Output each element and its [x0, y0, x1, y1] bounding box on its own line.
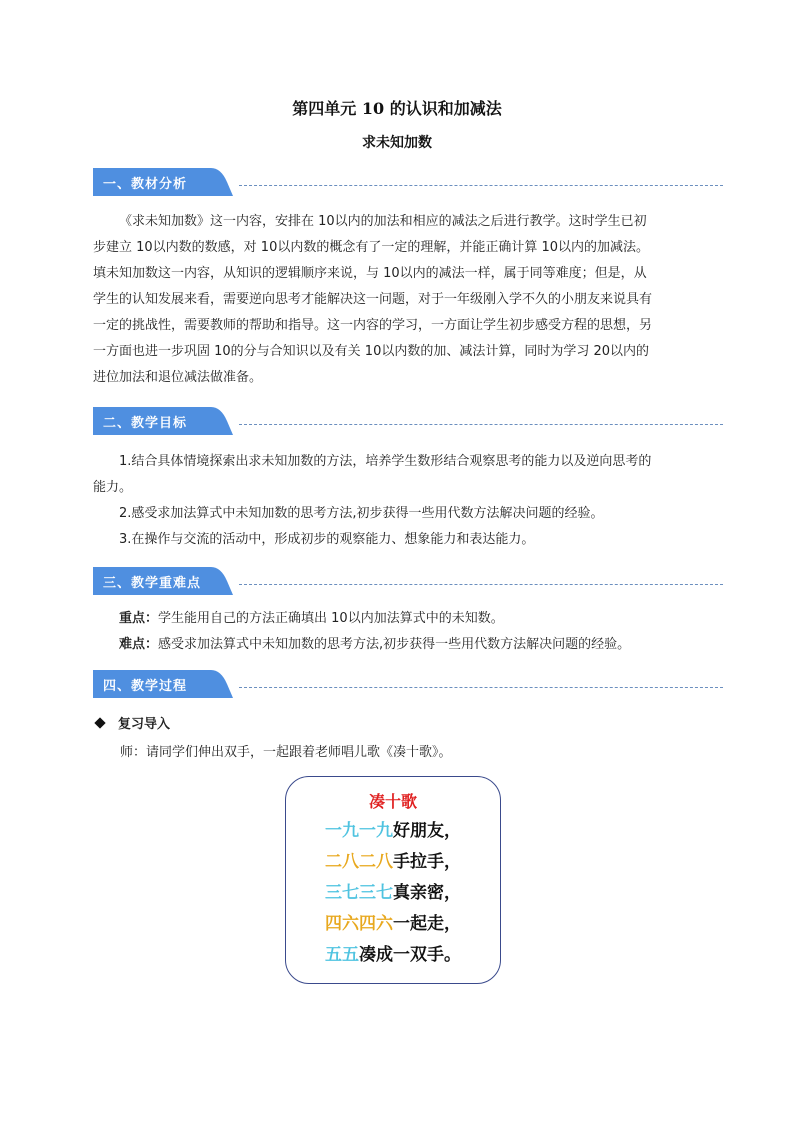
analysis-line: 填未知加数这一内容，从知识的逻辑顺序来说，与 10以内的减法一样，属于同等难度；但是，从 [93, 266, 647, 281]
poem-colored-text: 五五 [325, 945, 359, 965]
difficulty-line [93, 632, 708, 658]
poem-colored-text: 三七三七 [325, 883, 393, 903]
analysis-line: 进位加法和退位减法做准备。 [93, 370, 263, 385]
section-header-key-points [93, 567, 723, 597]
section-label: 一、教材分析 [103, 177, 188, 192]
poem-line [286, 909, 500, 940]
poem-colored-text: 一九一九 [325, 821, 393, 841]
review-heading [96, 713, 170, 732]
section-divider [239, 687, 723, 688]
poem [286, 789, 500, 971]
section-header-goals [93, 407, 723, 437]
section-header-analysis [93, 168, 723, 198]
page-title: 第四单元 10 的认识和加减法 [292, 99, 502, 118]
poem-line [286, 940, 500, 971]
goal-line: 3.在操作与交流的活动中，形成初步的观察能力、想象能力和表达能力。 [119, 532, 535, 547]
analysis-paragraph [93, 209, 708, 391]
section-label: 四、教学过程 [103, 679, 188, 694]
review-title: 复习导入 [118, 717, 171, 732]
key-point-text: 学生能用自己的方法正确填出 10以内加法算式中的未知数。 [158, 611, 504, 626]
poem-text: 一起走， [393, 914, 461, 934]
analysis-line: 步建立 10以内数的数感，对 10以内数的概念有了一定的理解，并能正确计算 10以内的加减法。 [93, 240, 650, 255]
key-points-paragraph [93, 606, 708, 658]
poem-title: 凑十歌 [368, 792, 417, 811]
key-point-label: 重点： [119, 611, 159, 626]
diamond-bullet-icon [94, 717, 105, 728]
poem-box [285, 776, 501, 984]
section-header-process [93, 670, 723, 700]
section-label: 三、教学重难点 [103, 576, 202, 591]
poem-text: 凑成一双手。 [359, 945, 461, 965]
poem-line [286, 878, 500, 909]
goal-line: 能力。 [93, 480, 133, 495]
teacher-line: 师：请同学们伸出双手，一起跟着老师唱儿歌《凑十歌》。 [120, 745, 452, 760]
section-divider [239, 584, 723, 585]
poem-line [286, 816, 500, 847]
difficulty-text: 感受求加法算式中未知加数的思考方法,初步获得一些用代数方法解决问题的经验。 [158, 637, 631, 652]
section-tab [93, 168, 233, 196]
page-subtitle: 求未知加数 [362, 135, 432, 151]
key-point-line [93, 606, 708, 632]
goal-line: 1.结合具体情境探索出求未知加数的方法，培养学生数形结合观察思考的能力以及逆向思考的 [119, 454, 652, 469]
section-divider [239, 424, 723, 425]
section-tab [93, 670, 233, 698]
poem-text: 好朋友， [393, 821, 461, 841]
section-divider [239, 185, 723, 186]
section-label: 二、教学目标 [103, 416, 188, 431]
poem-text: 手拉手， [393, 852, 461, 872]
analysis-line: 《求未知加数》这一内容，安排在 10以内的加法和相应的减法之后进行教学。这时学生已初 [119, 214, 647, 229]
goals-paragraph [93, 449, 708, 553]
difficulty-label: 难点： [119, 637, 159, 652]
poem-text: 真亲密， [393, 883, 461, 903]
analysis-line: 一定的挑战性，需要教师的帮助和指导。这一内容的学习，一方面让学生初步感受方程的思想，另 [93, 318, 653, 333]
poem-colored-text: 四六四六 [325, 914, 393, 934]
poem-line [286, 847, 500, 878]
poem-colored-text: 二八二八 [325, 852, 393, 872]
section-tab [93, 567, 233, 595]
analysis-line: 一方面也进一步巩固 10的分与合知识以及有关 10以内数的加、减法计算，同时为学习 20以内的 [93, 344, 650, 359]
section-tab [93, 407, 233, 435]
goal-line: 2.感受求加法算式中未知加数的思考方法,初步获得一些用代数方法解决问题的经验。 [119, 506, 604, 521]
analysis-line: 学生的认知发展来看，需要逆向思考才能解决这一问题，对于一年级刚入学不久的小朋友来说具有 [93, 292, 653, 307]
